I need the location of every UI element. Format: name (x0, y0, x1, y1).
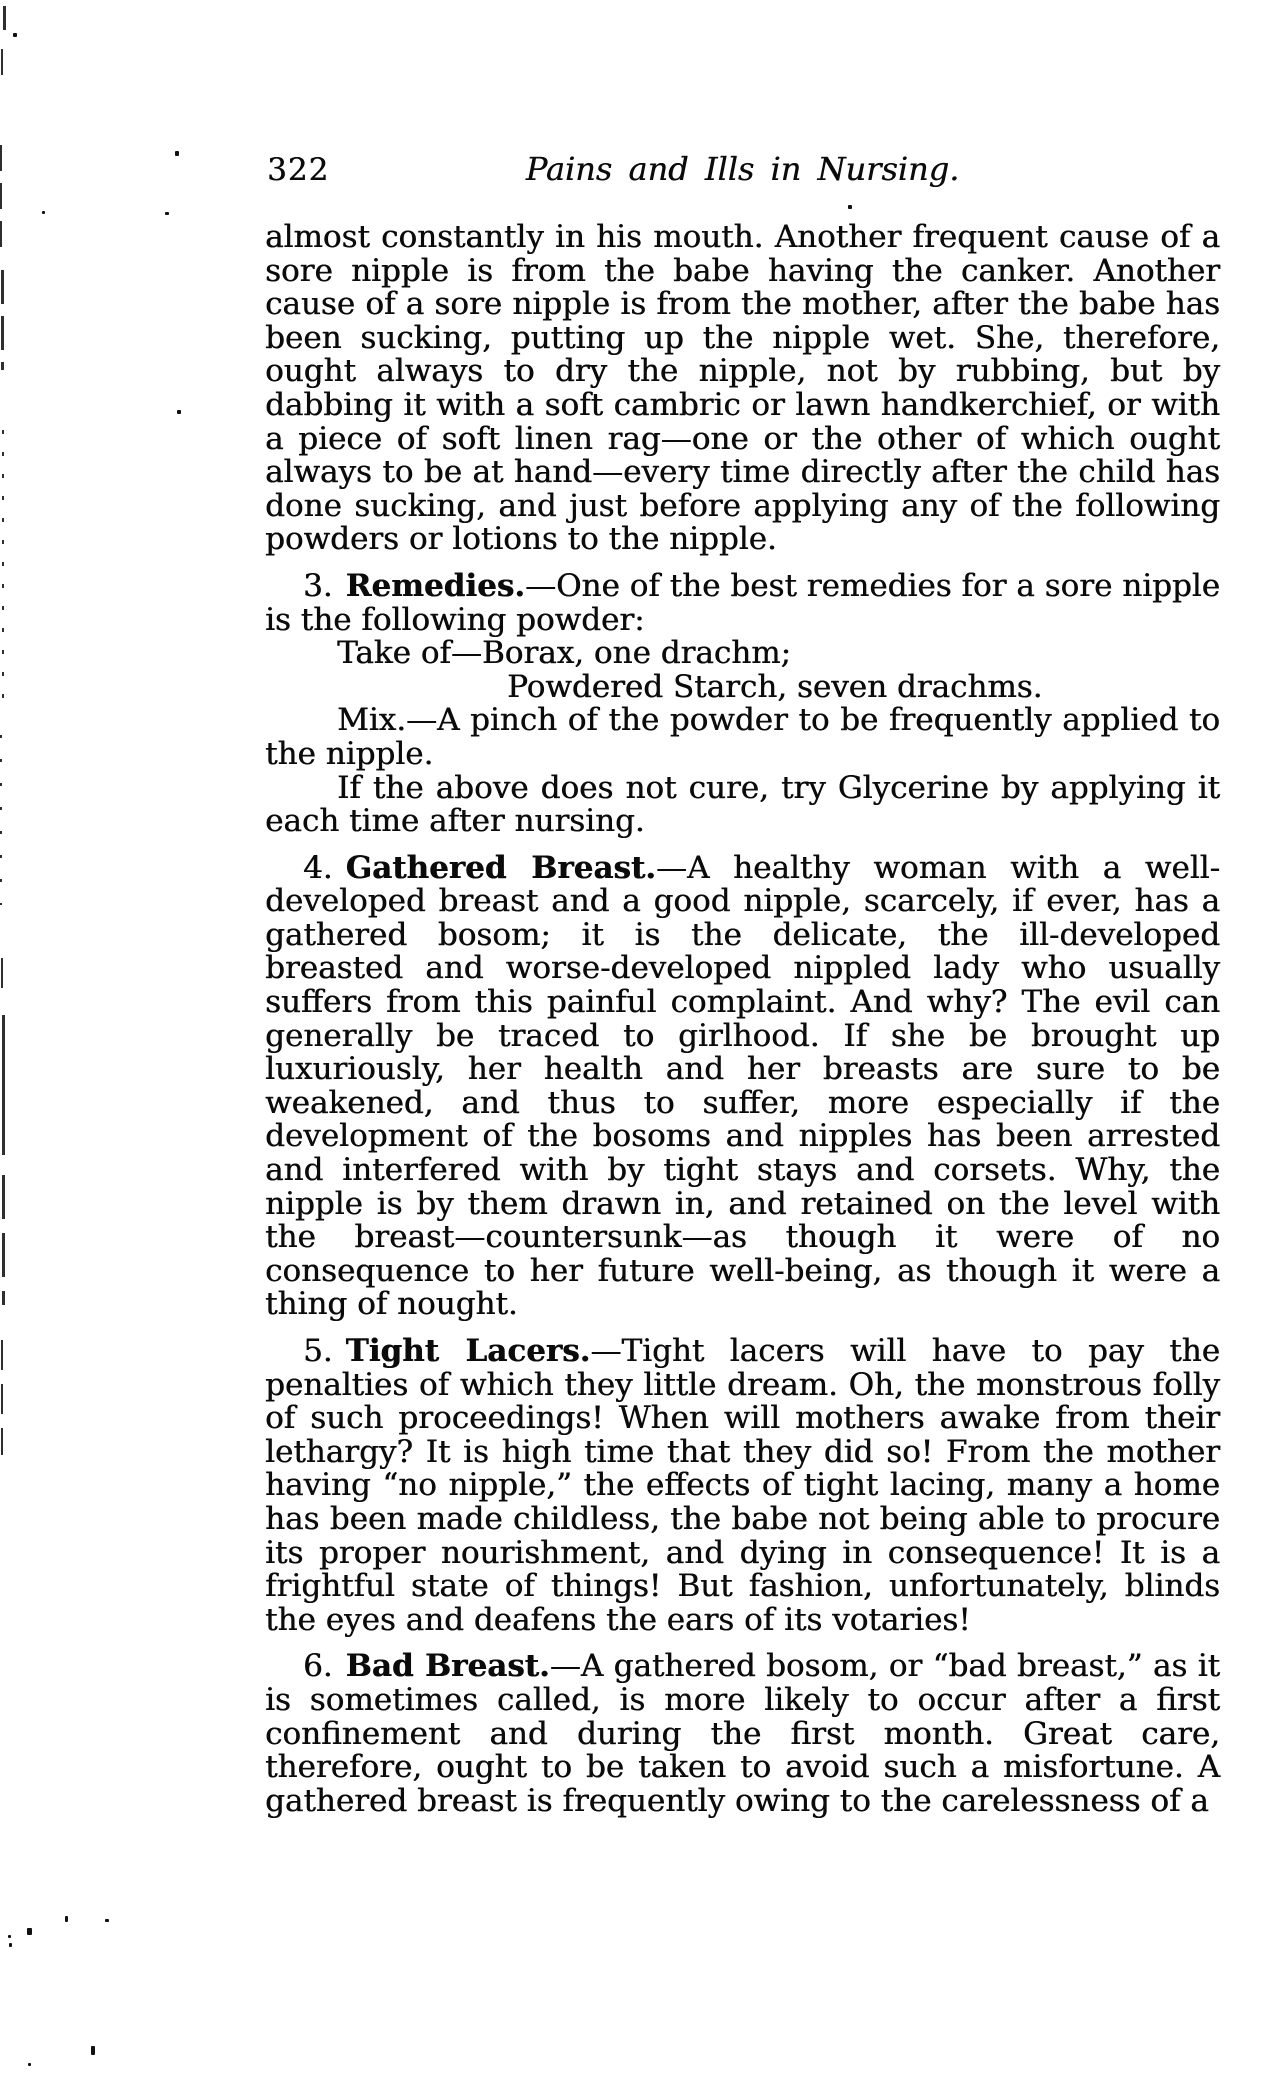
binding-edge-artifact (2, 430, 4, 710)
section-heading: Tight Lacers. (345, 1333, 591, 1369)
section-heading: Bad Breast. (345, 1648, 550, 1685)
paragraph-tight-lacers (265, 1335, 1220, 1637)
paragraph-gathered-breast (265, 849, 1220, 1323)
ink-speck (175, 151, 179, 156)
binding-edge-artifact (2, 1175, 5, 1305)
section-number: 3. (303, 567, 333, 604)
section-text: —A healthy woman with a well-developed breast and a good nipple, scarcely, if ever, has a gathered bosom; it is the delicate, the ill-developed breasted and worse-developed nippled lady who usually suffers from this painful complaint. And why? The evil can generally be traced to girlhood. If she be brought up luxuriously, her health and her breasts are sure to be weakened, and thus to suffer, more especially if the development of the bosoms and nipples has been arrested and interfered with by tight stays and corsets. Why, the nipple is by them drawn in, and retained on the level with the breast—countersunk—as though it were of no consequence to her future well-being, as though it were a thing of nought. (265, 849, 1220, 1323)
page-number: 322 (267, 152, 330, 188)
ink-speck (105, 1919, 109, 1922)
section-number: 5. (303, 1333, 333, 1369)
binding-edge-artifact (1, 270, 4, 370)
ink-speck (27, 1928, 32, 1935)
paragraph-bad-breast (265, 1650, 1220, 1818)
text-block (265, 221, 1220, 1818)
paragraph-sore-nipple-continuation: almost constantly in his mouth. Another frequent cause of a sore nipple is from the babe having the canker. Another cause of a sore nipple is from the mother, after the babe has been sucking, putting up the nipple wet. She, therefore, ought always to dry the nipple, not by rubbing, but by dabbing it with a soft cambric or lawn handkerchief, or with a piece of soft linen rag—one or the other of which ought always to be at hand—every time directly after the child has done sucking, and just before applying any of the following powders or lotions to the nipple. (265, 219, 1220, 558)
recipe-line-starch: Powdered Starch, seven drachms. (507, 668, 1043, 705)
section-text: —One of the best remedies for a sore nipple is the following powder: (265, 567, 1220, 638)
paragraph-remedies (265, 567, 1220, 638)
binding-edge-artifact (2, 1015, 5, 1155)
running-title: Pains and Ills in Nursing. (525, 150, 960, 188)
ink-speck (165, 212, 169, 215)
ink-speck (13, 33, 17, 37)
ink-speck (8, 1935, 11, 1938)
section-text: —Tight lacers will have to pay the penalties of which they little dream. Oh, the monstrous folly of such proceedings! When will mothers awake from their lethargy? It is high time that they did so! From the mother having “no nipple,” the effects of tight lacing, many a home has been made childless, the babe not being able to procure its proper nourishment, and dying in consequence! It is a frightful state of things! But fashion, unfortunately, blinds the eyes and deafens the ears of its votaries! (265, 1333, 1220, 1638)
ink-speck (848, 205, 852, 209)
section-heading: Gathered Breast. (345, 849, 656, 886)
recipe-line-borax: Take of—Borax, one drachm; (337, 635, 791, 672)
binding-edge-artifact (0, 145, 2, 257)
binding-edge-artifact (3, 6, 6, 30)
section-number: 4. (303, 849, 333, 886)
ink-speck (91, 2046, 95, 2055)
running-head (265, 150, 1220, 194)
section-heading: Remedies. (345, 567, 526, 604)
recipe-mix-instruction: Mix.—A pinch of the powder to be frequently applied to the nipple. (265, 702, 1220, 772)
ink-speck (28, 2063, 31, 2066)
ink-speck (42, 211, 45, 214)
section-text: —A gathered bosom, or “bad breast,” as it is sometimes called, is more likely to occur after a first confinement and during the first month. Great care, therefore, ought to be taken to avoid such a misfortune. A gathered breast is frequently owing to the carelessness of a (265, 1648, 1220, 1819)
ink-speck (177, 410, 181, 414)
ink-speck (9, 1943, 12, 1947)
recipe-glycerine-note: If the above does not cure, try Glycerine by applying it each time after nursing. (265, 769, 1220, 840)
binding-edge-artifact (1, 49, 3, 75)
binding-edge-artifact (1, 1340, 3, 1455)
binding-edge-artifact (1, 958, 3, 988)
section-number: 6. (303, 1648, 333, 1685)
ink-speck (65, 1916, 68, 1922)
binding-edge-artifact (0, 735, 2, 905)
